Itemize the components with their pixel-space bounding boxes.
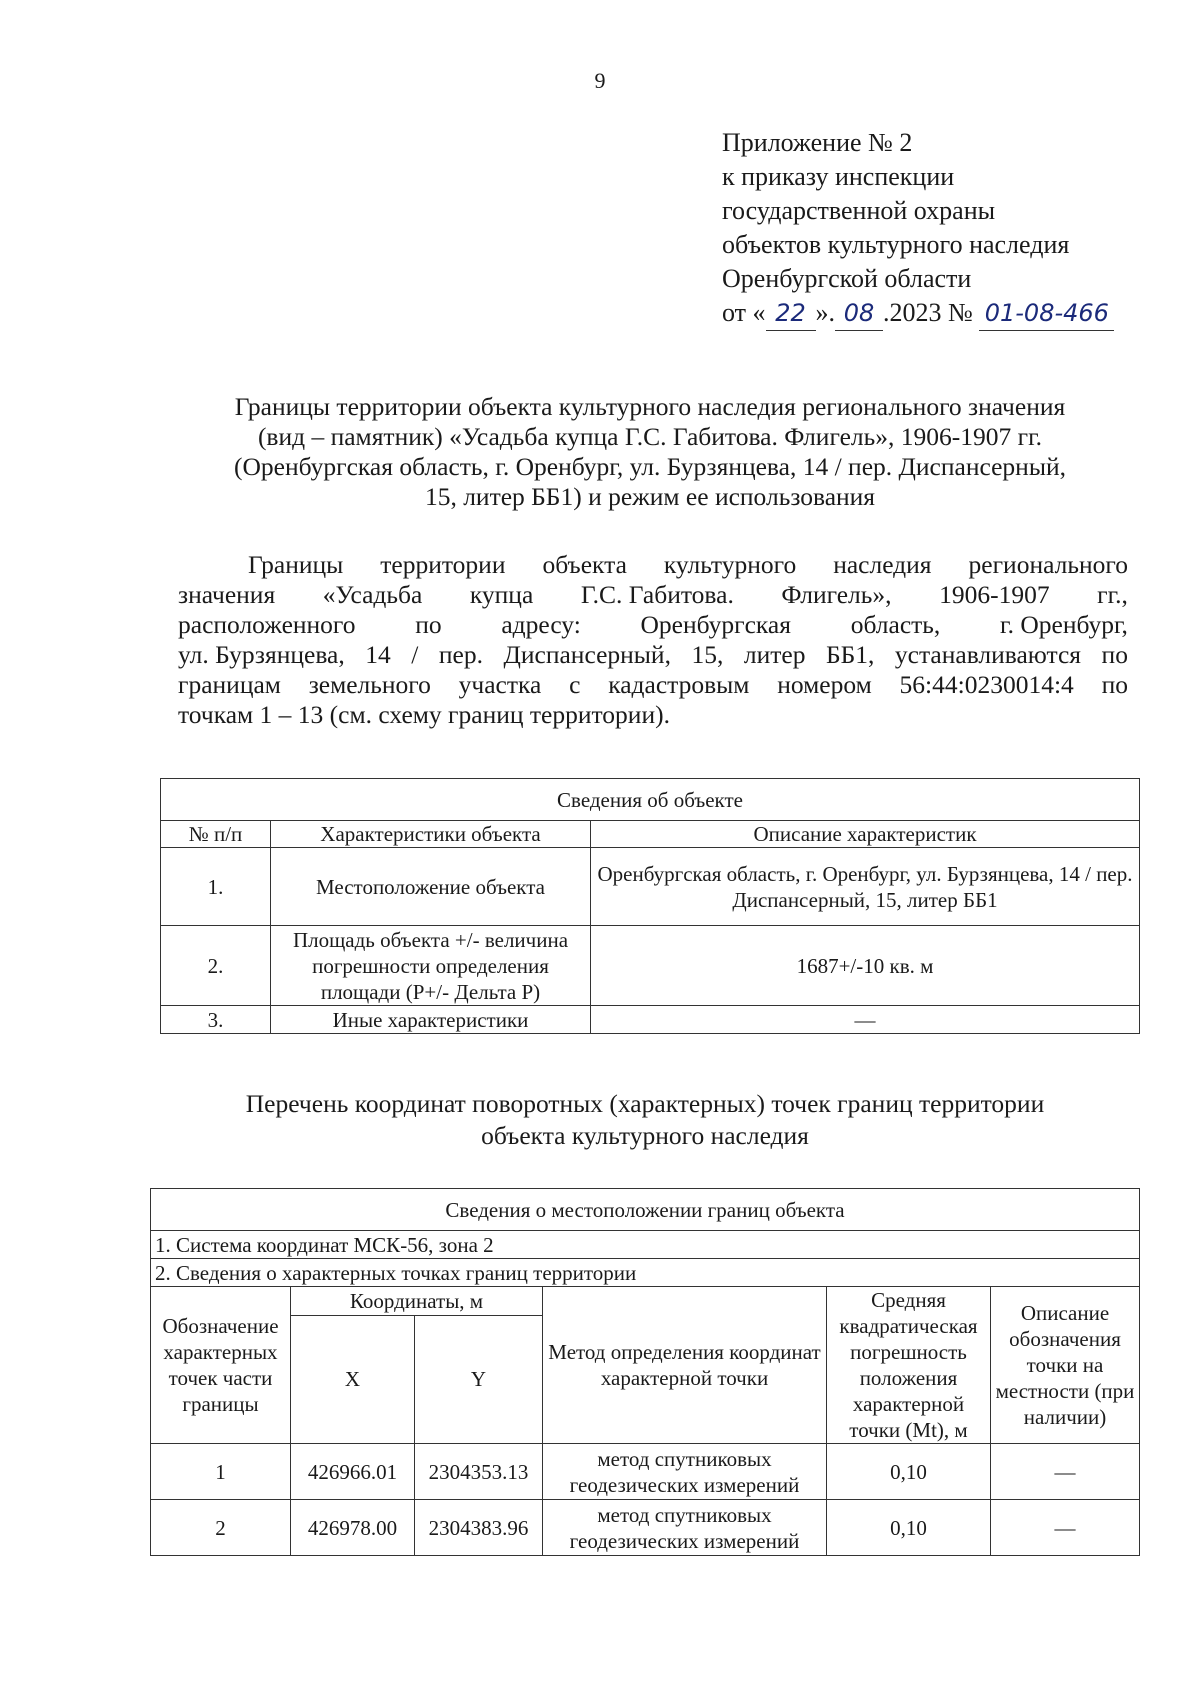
table-caption: Сведения об объекте [161,779,1140,821]
paragraph-word: Г.С. Габитова. [580,580,734,609]
table-row [161,926,1140,1006]
appendix-header [722,126,1114,331]
paragraph-word: расположенного [178,610,356,639]
page-number: 9 [594,68,606,93]
column-header: № п/п [161,821,271,848]
paragraph-word: адресу: [501,610,581,639]
row-value: 1687+/-10 кв. м [591,926,1140,1006]
title-line: (вид – памятник) «Усадьба купца Г.С. Габитова. Флигель», 1906-1907 гг. [257,422,1043,451]
paragraph-word: купца [469,580,534,609]
column-header: Характеристики объекта [271,821,591,848]
paragraph-word: наследия [833,550,932,579]
paragraph-word: 1906-1907 [939,580,1050,609]
header-x: X [291,1315,415,1443]
row-value: Оренбургская область, г. Оренбург, ул. Бурзянцева, 14 / пер. Диспансерный, 15, литер ББ1 [591,848,1140,926]
table-caption: Сведения о местоположении границ объекта [151,1189,1140,1231]
paragraph-word: по [1101,640,1128,669]
paragraph-word: ББ1, [825,640,875,669]
appendix-line: к приказу инспекции [722,162,955,191]
table-row [161,1006,1140,1034]
paragraph-word: объекта [542,550,627,579]
row-number: 3. [161,1006,271,1034]
paragraph-line: точкам 1 – 13 (см. схему границ территории). [178,700,670,729]
paragraph-word: г. Оренбург, [1000,610,1128,639]
order-date-line [722,296,1114,331]
paragraph-word: 56:44:0230014:4 [899,670,1074,699]
point-description: — [991,1444,1140,1500]
row-name: Площадь объекта +/- величина погрешности определения площади (Р+/- Дельта Р) [271,926,591,1006]
coordinate-system: 1. Система координат МСК-56, зона 2 [151,1231,1140,1259]
paragraph-word: «Усадьба [322,580,423,609]
row-number: 2. [161,926,271,1006]
subtitle-line: объекта культурного наследия [481,1121,809,1150]
paragraph-word: устанавливаются [894,640,1082,669]
paragraph-word: область, [850,610,941,639]
coordinates-table [150,1188,1140,1556]
point-error: 0,10 [827,1500,991,1556]
paragraph-word: с [569,670,581,699]
point-error: 0,10 [827,1444,991,1500]
point-number: 1 [151,1444,291,1500]
row-name: Местоположение объекта [271,848,591,926]
column-header: Описание характеристик [591,821,1140,848]
handwritten-day: 22 [766,296,816,331]
paragraph-word: по [1101,670,1128,699]
title-line: 15, литер ББ1) и режим ее использования [424,482,876,511]
appendix-line: государственной охраны [722,196,996,225]
points-caption: 2. Сведения о характерных точках границ территории [151,1259,1140,1287]
point-method: метод спутниковых геодезических измерений [543,1500,827,1556]
paragraph-word: ул. Бурзянцева, [178,640,345,669]
paragraph-word: участка [458,670,542,699]
point-x: 426978.00 [291,1500,415,1556]
paragraph-word: Оренбургская [640,610,791,639]
paragraph-word: / [411,640,419,669]
handwritten-month: 08 [835,296,883,331]
paragraph-word: границам [178,670,281,699]
paragraph-word: Границы [248,550,344,579]
paragraph-line [178,670,1128,700]
document-title [170,392,1130,512]
object-info-table [160,778,1140,1034]
row-name: Иные характеристики [271,1006,591,1034]
coordinates-title [150,1088,1140,1152]
title-line: Границы территории объекта культурного наследия регионального значения [234,392,1066,421]
header-coordinates: Координаты, м [291,1287,543,1316]
table-row [161,848,1140,926]
paragraph-word: 15, [691,640,724,669]
header-description: Описание обозначения точки на местности (при наличии) [991,1287,1140,1444]
row-number: 1. [161,848,271,926]
point-y: 2304383.96 [415,1500,543,1556]
paragraph-line [178,580,1128,610]
paragraph-word: гг., [1097,580,1128,609]
point-y: 2304353.13 [415,1444,543,1500]
date-prefix: от « [722,298,766,327]
date-mid: ». [815,298,836,327]
date-year: .2023 № [883,298,973,327]
paragraph-word: регионального [968,550,1128,579]
appendix-line: Оренбургской области [722,264,972,293]
point-x: 426966.01 [291,1444,415,1500]
row-value: — [591,1006,1140,1034]
body-paragraph [178,550,1128,730]
paragraph-word: культурного [663,550,797,579]
title-line: (Оренбургская область, г. Оренбург, ул. Бурзянцева, 14 / пер. Диспансерный, [234,452,1066,481]
paragraph-word: земельного [308,670,431,699]
paragraph-word: литер [743,640,806,669]
paragraph-line [178,610,1128,640]
appendix-line: Приложение № 2 [722,128,913,157]
header-method: Метод определения координат характерной точки [543,1287,827,1444]
paragraph-word: территории [380,550,506,579]
point-method: метод спутниковых геодезических измерений [543,1444,827,1500]
paragraph-word: 14 [365,640,391,669]
paragraph-word: кадастровым [608,670,750,699]
header-y: Y [415,1315,543,1443]
paragraph-word: значения [178,580,276,609]
paragraph-word: пер. [438,640,483,669]
appendix-line: объектов культурного наследия [722,230,1070,259]
table-row [151,1500,1140,1556]
subtitle-line: Перечень координат поворотных (характерных) точек границ территории [245,1089,1045,1118]
paragraph-word: Флигель», [781,580,892,609]
point-number: 2 [151,1500,291,1556]
paragraph-line [178,640,1128,670]
handwritten-order-number: 01-08-466 [979,296,1114,331]
paragraph-word: по [415,610,442,639]
header-designation: Обозначение характерных точек части границы [151,1287,291,1444]
paragraph-word: номером [777,670,872,699]
table-row [151,1444,1140,1500]
paragraph-line [178,550,1128,580]
header-error: Средняя квадратическая погрешность положения характерной точки (Mt), м [827,1287,991,1444]
paragraph-word: Диспансерный, [503,640,671,669]
point-description: — [991,1500,1140,1556]
